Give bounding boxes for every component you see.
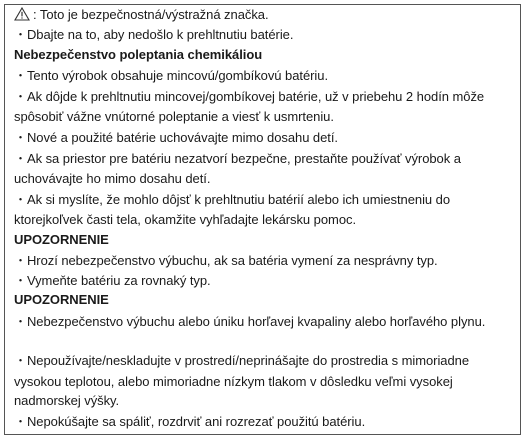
line-text: ・Hrozí nebezpečenstvo výbuchu, ak sa batéria vymení za nesprávny typ.: [14, 253, 438, 268]
warning-triangle-icon: [14, 7, 30, 25]
line-text: ・Nepokúšajte sa spáliť, rozdrviť ani rozrezať použitú batériu.: [14, 414, 366, 429]
line-text: ・Dbajte na to, aby nedošlo k prehltnutiu batérie.: [14, 27, 294, 42]
line-text: ・Ak sa priestor pre batériu nezatvorí bezpečne, prestaňte používať výrobok a: [14, 151, 461, 166]
line-text: Nebezpečenstvo poleptania chemikáliou: [14, 47, 263, 62]
line-text: UPOZORNENIE: [14, 232, 109, 247]
line-text: ・Nebezpečenstvo výbuchu alebo úniku horľavej kvapaliny alebo horľavého plynu.: [14, 314, 486, 329]
text-line: [14, 109, 334, 125]
text-line: [14, 314, 485, 330]
line-text: ・Nové a použité batérie uchovávajte mimo dosahu detí.: [14, 130, 338, 145]
line-text: ・Ak si myslíte, že mohlo dôjsť k prehltnutiu batérií alebo ich umiestneniu do: [14, 192, 451, 207]
section-heading: [14, 292, 109, 308]
line-text: ・Vymeňte batériu za rovnaký typ.: [14, 273, 211, 288]
line-text: uchovávajte ho mimo dosahu detí.: [14, 171, 211, 186]
text-line: [14, 374, 453, 390]
text-line: [14, 393, 119, 409]
text-line: [14, 89, 484, 105]
line-text: ・Ak dôjde k prehltnutiu mincovej/gombíkovej batérie, už v priebehu 2 hodín môže: [14, 89, 485, 104]
line-text: ktorejkoľvek časti tela, okamžite vyhľadajte lekársku pomoc.: [14, 212, 357, 227]
text-line: [14, 68, 328, 84]
section-heading: [14, 232, 109, 248]
text-line: [14, 192, 450, 208]
text-line: [14, 253, 438, 269]
safety-symbol-note: [14, 7, 269, 25]
text-line: [14, 414, 365, 430]
line-text: UPOZORNENIE: [14, 292, 109, 307]
line-text: ・Nepoužívajte/neskladujte v prostredí/neprinášajte do prostredia s mimoriadne: [14, 353, 470, 368]
text-line: [14, 27, 293, 43]
section-heading: [14, 47, 262, 63]
text-line: [14, 151, 461, 167]
text-line: [14, 171, 210, 187]
warning-box: [4, 4, 521, 435]
line-text: : Toto je bezpečnostná/výstražná značka.: [33, 7, 269, 22]
text-line: [14, 273, 211, 289]
line-text: ・Tento výrobok obsahuje mincovú/gombíkovú batériu.: [14, 68, 329, 83]
line-text: nadmorskej výšky.: [14, 393, 120, 408]
line-text: vysokou teplotou, alebo mimoriadne nízkym tlakom v dôsledku veľmi vysokej: [14, 374, 453, 389]
text-line: [14, 130, 338, 146]
text-line: [14, 212, 356, 228]
line-text: spôsobiť vážne vnútorné poleptanie a viesť k usmrteniu.: [14, 109, 334, 124]
text-line: [14, 353, 469, 369]
